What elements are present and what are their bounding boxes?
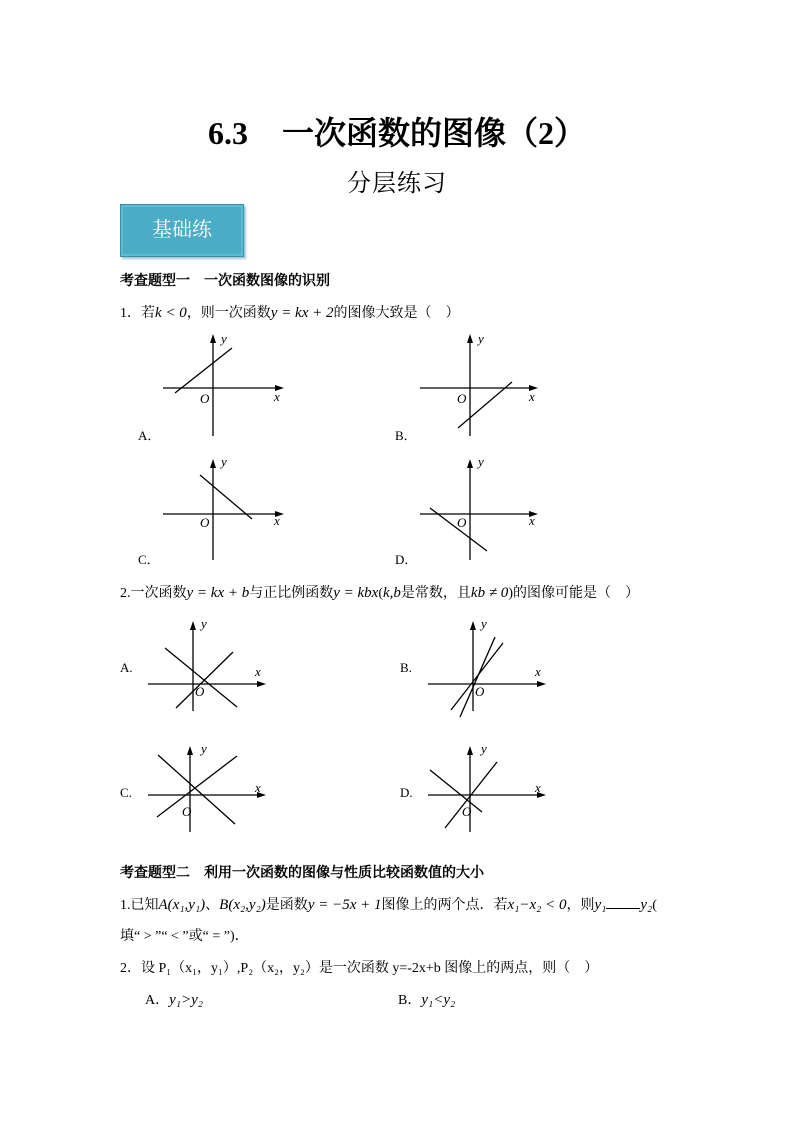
graph-line-1 xyxy=(460,637,495,717)
option-a[interactable]: A. xyxy=(120,660,133,675)
section-2-heading: 考查题型二 利用一次函数的图像与性质比较函数值的大小 xyxy=(120,866,484,881)
graph-line-2 xyxy=(176,652,233,708)
y-axis-arrow xyxy=(467,334,473,343)
y-label: y xyxy=(221,331,227,346)
y2-term: y₂ xyxy=(640,897,653,913)
x-label: x xyxy=(535,780,541,795)
point-b: B(x₂,y₂) xyxy=(219,897,266,913)
question-1-2 xyxy=(120,582,639,602)
origin-label: O xyxy=(475,684,485,699)
origin-label: O xyxy=(195,684,205,699)
graph-line-1 xyxy=(158,755,235,824)
x-axis-arrow xyxy=(537,681,546,687)
graph-q2-b xyxy=(425,615,550,725)
y1-term: y₁ xyxy=(594,897,607,913)
option-c[interactable]: C. xyxy=(120,785,132,800)
origin-label: O xyxy=(200,391,210,406)
option-b[interactable] xyxy=(398,989,455,1009)
origin-label: O xyxy=(457,515,467,530)
origin-label: O xyxy=(457,391,467,406)
x-label: x xyxy=(274,513,280,528)
y-axis-arrow xyxy=(467,459,473,468)
q-mid: ，则一次函数 xyxy=(186,306,271,321)
q-suffix: )的图像可能是（ ） xyxy=(508,586,639,601)
q-vars: k,b xyxy=(383,585,401,601)
origin-label: O xyxy=(200,515,210,530)
question-2-2: 2．设 P₁（x₁，y₁）,P₂（x₂，y₂）是一次函数 y=-2x+b 图像上的两点，则（ ） xyxy=(120,961,599,976)
q-function-1: y = kx + b xyxy=(186,585,250,601)
graph-q1-c xyxy=(160,456,290,566)
level-badge: 基础练 xyxy=(120,204,244,257)
y-label: y xyxy=(221,456,227,469)
option-letter: B． xyxy=(398,993,422,1008)
option-a[interactable]: A． xyxy=(138,428,161,443)
q-prefix: 1.已知 xyxy=(120,898,159,913)
q-mid: 是函数 xyxy=(265,898,308,913)
option-b[interactable]: B. xyxy=(400,660,412,675)
point-a: A(x₁,y₁) xyxy=(158,897,206,913)
option-b[interactable]: B． xyxy=(395,428,417,443)
page-title xyxy=(0,108,794,154)
graph-q1-d xyxy=(417,456,547,566)
option-expr: y₁<y₂ xyxy=(421,992,456,1008)
q-suffix: 的图像大致是（ ） xyxy=(333,306,460,321)
q-mid-2: 是常数，且 xyxy=(400,586,471,601)
option-a[interactable] xyxy=(145,989,203,1009)
question-2-1-continued: 填“ > ”“ < ”或“ = ”)． xyxy=(120,929,249,944)
q-open: ( xyxy=(378,586,383,601)
y-axis-arrow xyxy=(210,459,216,468)
graph-line xyxy=(200,475,252,519)
q-mid-3: ，则 xyxy=(566,898,595,913)
title-text: 一次函数的图像（2） xyxy=(281,115,586,151)
question-2-1 xyxy=(120,894,657,914)
question-1-1 xyxy=(120,302,460,322)
y-label: y xyxy=(201,616,207,631)
q-function: y = kx + 2 xyxy=(270,305,334,321)
graph-q2-c xyxy=(145,740,270,845)
option-c[interactable]: C． xyxy=(138,552,160,567)
q-condition: k < 0 xyxy=(155,305,187,321)
x-label: x xyxy=(529,513,535,528)
origin-label: O xyxy=(182,804,192,819)
q-prefix: 2.一次函数 xyxy=(120,586,187,601)
y-label: y xyxy=(481,741,487,756)
q-open: ( xyxy=(652,898,657,913)
q-condition: kb ≠ 0 xyxy=(470,585,509,601)
section-1-heading: 考查题型一 一次函数图像的识别 xyxy=(120,274,330,289)
x-label: x xyxy=(255,780,261,795)
graph-line-2 xyxy=(451,643,503,710)
q-function: y = −5x + 1 xyxy=(307,897,382,913)
graph-q1-b xyxy=(417,330,547,440)
y-label: y xyxy=(478,331,484,346)
y-axis-arrow xyxy=(470,621,476,630)
y-axis-arrow xyxy=(467,746,473,755)
option-expr: y₁>y₂ xyxy=(169,992,203,1008)
graph-line xyxy=(175,348,232,393)
graph-q1-a xyxy=(160,330,290,440)
q-sep: 、 xyxy=(205,898,220,913)
x-axis-arrow xyxy=(257,681,266,687)
y-label: y xyxy=(481,616,487,631)
y-label: y xyxy=(478,456,484,469)
title-number: 6.3 xyxy=(207,115,248,151)
answer-blank[interactable] xyxy=(606,896,640,909)
graph-q2-d xyxy=(425,740,550,845)
y-axis-arrow xyxy=(210,334,216,343)
y-axis-arrow xyxy=(190,621,196,630)
q-condition: x₁−x₂ < 0 xyxy=(507,897,567,913)
x-label: x xyxy=(535,664,541,679)
y-axis-arrow xyxy=(187,746,193,755)
y-label: y xyxy=(201,741,207,756)
option-d[interactable]: D． xyxy=(395,552,418,567)
q-mid: 与正比例函数 xyxy=(249,586,334,601)
x-label: x xyxy=(274,389,280,404)
x-label: x xyxy=(529,389,535,404)
q-function-2: y = kbx xyxy=(333,585,379,601)
x-label: x xyxy=(255,664,261,679)
option-d[interactable]: D. xyxy=(400,785,413,800)
q-mid-2: 图像上的两个点．若 xyxy=(381,898,508,913)
graph-q2-a xyxy=(145,615,270,725)
option-letter: A． xyxy=(145,993,170,1008)
origin-label: O xyxy=(462,804,472,819)
q-prefix: 1．若 xyxy=(120,306,155,321)
page-subtitle: 分层练习 xyxy=(347,171,447,197)
